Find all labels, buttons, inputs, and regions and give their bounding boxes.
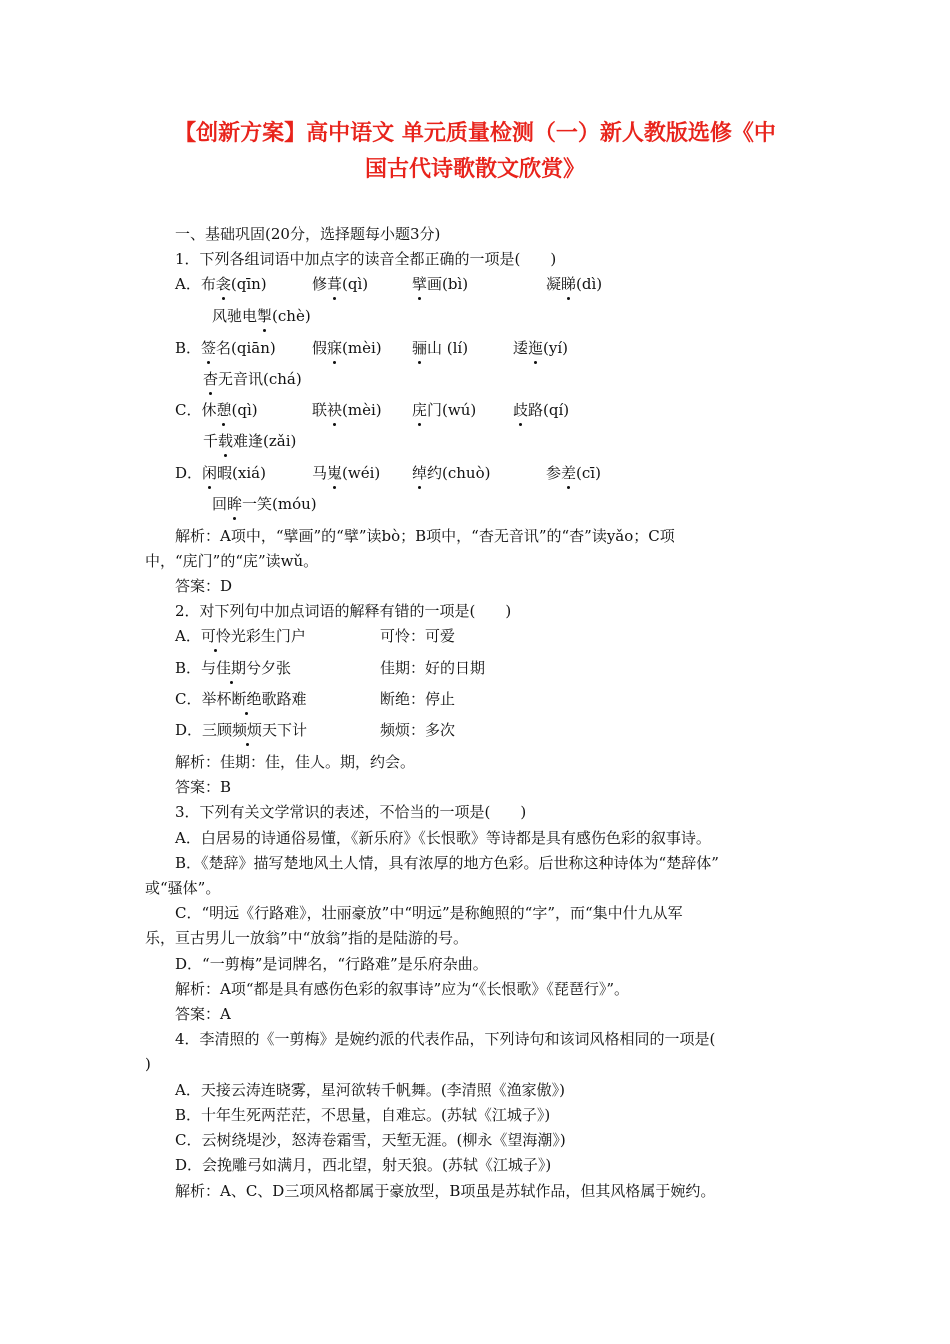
q1-option-b-5: 杳无音讯(chá) bbox=[203, 370, 302, 388]
q1-answer: 答案：D bbox=[175, 577, 233, 595]
q1-option-c-2: 联袂(mèi) bbox=[312, 401, 382, 419]
q4-stem: 4．李清照的《一剪梅》是婉约派的代表作品，下列诗句和该词风格相同的一项是( bbox=[175, 1030, 716, 1048]
q1-option-a-1: A．布衾(qīn) bbox=[175, 275, 267, 293]
q1-option-c-4: 歧路(qí) bbox=[513, 401, 570, 419]
q3-option-a: A．白居易的诗通俗易懂，《新乐府》《长恨歌》等诗都是具有感伤色彩的叙事诗。 bbox=[175, 829, 711, 847]
q2-option-a: A．可怜光彩生门户 bbox=[175, 627, 306, 645]
title-line-2: 国古代诗歌散文欣赏》 bbox=[364, 157, 585, 182]
q2-option-c-explain: 断绝：停止 bbox=[380, 690, 456, 708]
q4-analysis: 解析：A、C、D三项风格都属于豪放型，B项虽是苏轼作品，但其风格属于婉约。 bbox=[175, 1182, 716, 1200]
q1-option-a-3: 擘画(bì) bbox=[412, 275, 469, 293]
q2-option-a-explain: 可怜：可爱 bbox=[380, 627, 456, 645]
q3-option-c: C．“明远《行路难》，壮丽豪放”中“明远”是称鲍照的“字”，而“集中什九从军 bbox=[175, 904, 683, 922]
q3-analysis: 解析：A项“都是具有感伤色彩的叙事诗”应为“《长恨歌》《琵琶行》”。 bbox=[175, 980, 630, 998]
q3-option-b-cont: 或“骚体”。 bbox=[145, 879, 221, 897]
q1-analysis-cont: 中，“庑门”的“庑”读wǔ。 bbox=[145, 552, 319, 570]
q1-option-c-1: C．休憩(qì) bbox=[175, 401, 258, 419]
q3-option-d: D．“一剪梅”是词牌名，“行路难”是乐府杂曲。 bbox=[175, 955, 488, 973]
q4-option-b: B．十年生死两茫茫，不思量，自难忘。(苏轼《江城子》) bbox=[175, 1106, 551, 1124]
q1-option-a-4: 凝睇(dì) bbox=[546, 275, 603, 293]
q3-option-b: B．《楚辞》描写楚地风土人情，具有浓厚的地方色彩。后世称这种诗体为“楚辞体” bbox=[175, 854, 719, 872]
q2-option-d-explain: 频烦：多次 bbox=[380, 721, 456, 739]
q1-option-c-5: 千载难逢(zǎi) bbox=[203, 432, 297, 450]
q1-option-b-3: 骊山 (lí) bbox=[412, 339, 469, 357]
q2-option-c: C．举杯断绝歌路难 bbox=[175, 690, 307, 708]
q4-option-c: C．云树绕堤沙，怒涛卷霜雪，天堑无涯。(柳永《望海潮》) bbox=[175, 1131, 566, 1149]
q4-stem-cont: ) bbox=[145, 1055, 151, 1073]
q1-analysis: 解析：A项中，“擘画”的“擘”读bò；B项中，“杳无音讯”的“杳”读yǎo；C项 bbox=[175, 527, 675, 545]
q2-answer: 答案：B bbox=[175, 778, 232, 796]
title-line-1: 【创新方案】高中语文 单元质量检测（一）新人教版选修《中 bbox=[174, 121, 776, 146]
q2-stem: 2．对下列句中加点词语的解释有错的一项是( ) bbox=[175, 602, 512, 620]
q1-option-d-3: 绰约(chuò) bbox=[412, 464, 491, 482]
q1-option-a-5: 风驰电掣(chè) bbox=[212, 307, 311, 325]
q3-option-c-cont: 乐，亘古男儿一放翁”中“放翁”指的是陆游的号。 bbox=[145, 929, 469, 947]
document-title bbox=[145, 116, 805, 188]
q4-option-a: A．天接云涛连晓雾，星河欲转千帆舞。(李清照《渔家傲》) bbox=[175, 1081, 566, 1099]
q4-option-d: D．会挽雕弓如满月，西北望，射天狼。(苏轼《江城子》) bbox=[175, 1156, 552, 1174]
q1-option-d-2: 马嵬(wéi) bbox=[312, 464, 381, 482]
q2-option-b-explain: 佳期：好的日期 bbox=[380, 659, 486, 677]
q1-option-b-1: B．签名(qiān) bbox=[175, 339, 276, 357]
q1-option-d-1: D．闲暇(xiá) bbox=[175, 464, 266, 482]
q2-option-b: B．与佳期兮夕张 bbox=[175, 659, 292, 677]
q1-option-b-4: 逶迤(yí) bbox=[513, 339, 569, 357]
q1-option-b-2: 假寐(mèi) bbox=[312, 339, 382, 357]
q2-option-d: D．三顾频烦天下计 bbox=[175, 721, 308, 739]
q1-option-a-2: 修葺(qì) bbox=[312, 275, 369, 293]
q3-stem: 3．下列有关文学常识的表述，不恰当的一项是( ) bbox=[175, 803, 527, 821]
q3-answer: 答案：A bbox=[175, 1005, 231, 1023]
section-heading: 一、基础巩固(20分，选择题每小题3分) bbox=[175, 225, 441, 243]
q1-option-c-3: 庑门(wú) bbox=[412, 401, 477, 419]
q1-option-d-5: 回眸一笑(móu) bbox=[212, 495, 317, 513]
q2-analysis: 解析：佳期：佳，佳人。期，约会。 bbox=[175, 753, 416, 771]
q1-stem: 1．下列各组词语中加点字的读音全都正确的一项是( ) bbox=[175, 250, 557, 268]
q1-option-d-4: 参差(cī) bbox=[546, 464, 601, 482]
